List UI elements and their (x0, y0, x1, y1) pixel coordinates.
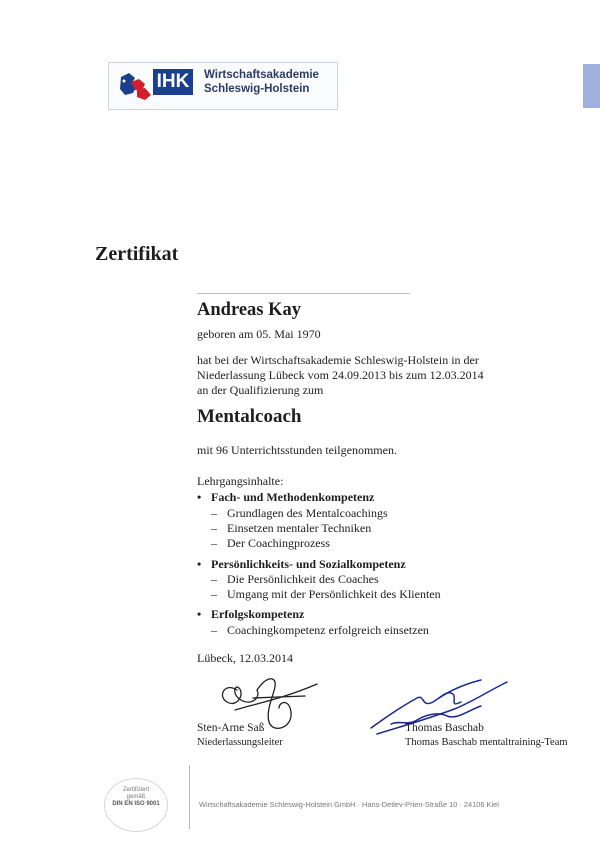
bullet-icon: • (197, 607, 202, 621)
ihk-brand-label: IHK (153, 69, 193, 95)
right-signer-role: Thomas Baschab mentaltraining-Team (405, 737, 568, 748)
section-title: • Fach- und Methodenkompetenz (197, 490, 375, 504)
place-date: Lübeck, 12.03.2014 (197, 651, 293, 665)
contents-heading: Lehrgangsinhalte: (197, 474, 284, 488)
list-item: – Umgang mit der Persönlichkeit des Klienten (211, 587, 441, 601)
logo-text (204, 68, 319, 96)
list-item: – Die Persönlichkeit des Coaches (211, 572, 379, 586)
edge-bar (583, 64, 600, 108)
right-signer-name: Thomas Baschab (405, 722, 484, 734)
left-signer-role: Niederlassungsleiter (197, 737, 283, 748)
bullet-icon: • (197, 557, 202, 571)
bullet-icon: • (197, 490, 202, 504)
list-item: – Grundlagen des Mentalcoachings (211, 506, 388, 520)
qualification-title: Mentalcoach (197, 406, 302, 427)
body-line-3: an der Qualifizierung zum (197, 383, 324, 397)
name-rule (197, 293, 410, 294)
hours-line: mit 96 Unterrichtsstunden teilgenommen. (197, 443, 397, 457)
iso-certification-seal: Zertifiziert gemäß DIN EN ISO 9001 (104, 778, 168, 832)
list-item: – Der Coachingprozess (211, 536, 330, 550)
footer-address: Wirtschaftsakademie Schleswig-Holstein GmbH · Hans-Detlev-Prien-Straße 10 · 24106 Kiel (199, 800, 499, 809)
footer-divider (189, 765, 190, 829)
section-title: • Erfolgskompetenz (197, 607, 305, 621)
section-title: • Persönlichkeits- und Sozialkompetenz (197, 557, 406, 571)
list-item: – Coachingkompetenz erfolgreich einsetzen (211, 623, 429, 637)
recipient-name: Andreas Kay (197, 300, 301, 320)
list-item: – Einsetzen mentaler Techniken (211, 521, 372, 535)
document-title: Zertifikat (95, 243, 179, 265)
body-line-1: hat bei der Wirtschaftsakademie Schleswig-Holstein in der (197, 353, 479, 367)
birth-date: geboren am 05. Mai 1970 (197, 327, 321, 341)
logo-line-1: Wirtschaftsakademie (204, 69, 319, 81)
logo-line-2: Schleswig-Holstein (204, 83, 310, 95)
body-line-2: Niederlassung Lübeck vom 24.09.2013 bis zum 12.03.2014 (197, 368, 484, 382)
ihk-logo (108, 62, 338, 110)
schleswig-holstein-map-icon (115, 69, 155, 103)
left-signer-name: Sten-Arne Saß (197, 722, 265, 734)
